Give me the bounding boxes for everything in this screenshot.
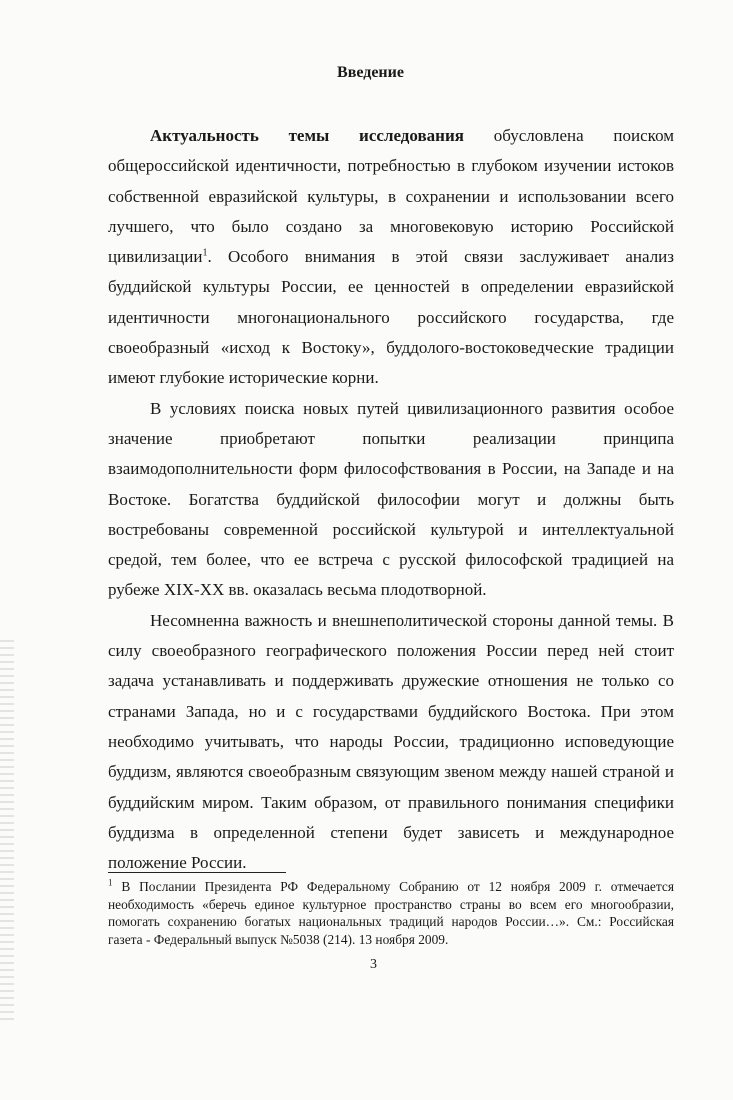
paragraph-text: обусловлена поиском общероссийской идентичности, потребностью в глубоком изучении истоков собственной евразийской культуры, в сохранении и использовании всего лучшего, что было создано за многовековую историю Российской цивилизации: [108, 126, 675, 267]
footnote-divider: [108, 872, 286, 873]
paragraph-foreign-policy: Несомненна важность и внешнеполитической стороны данной темы. В силу своеобразного географического положения России перед ней стоит задача устанавливать и поддерживать дружеские отношения не только со странами Запада, но и с государствами буддийского Востока. При этом необходимо учитывать, что народы России, традиционно исповедующие буддизм, являются своеобразным связующим звеном между нашей страной и буддийским миром. Таким образом, от правильного понимания специфики буддизма в определенной степени будет зависеть и международное положение России.: [108, 610, 674, 873]
page-number: 3: [370, 957, 377, 972]
footnote: [108, 878, 674, 948]
paragraph-philosophy: В условиях поиска новых путей цивилизационного развития особое значение приобретают попытки реализации принципа взаимодополнительности форм философствования в России, на Западе и на Востоке. Богатства буддийской философии могут и должны быть востребованы современной российской культурой и интеллектуальной средой, тем более, что ее встреча с русской философской традицией на рубеже XIX-XX вв. оказалась весьма плодотворной.: [108, 398, 674, 600]
footnote-mark: 1: [108, 877, 113, 888]
paragraph-text-continued: . Особого внимания в этой связи заслуживает анализ буддийской культуры России, ее ценностей в определении евразийской идентичности многонационального российского государства, где своеобразный «исход к Востоку», буддолого-востоковедческие традиции имеют глубокие исторические корни.: [108, 247, 674, 388]
paragraph-lead: Актуальность темы исследования: [150, 126, 464, 145]
main-text: [108, 121, 674, 878]
footnote-text: В Послании Президента РФ Федеральному Собранию от 12 ноября 2009 г. отмечается необходимость «беречь единое культурное пространство страны во всем его многообразии, помогать сохранению богатых национальных традиций народов России…». См.: Российская газета - Федеральный выпуск №5038 (214). 13 ноября 2009.: [108, 879, 674, 947]
paragraph-relevance: [108, 121, 674, 394]
page-title: Введение: [337, 64, 404, 81]
footnote-reference[interactable]: 1: [202, 247, 208, 259]
